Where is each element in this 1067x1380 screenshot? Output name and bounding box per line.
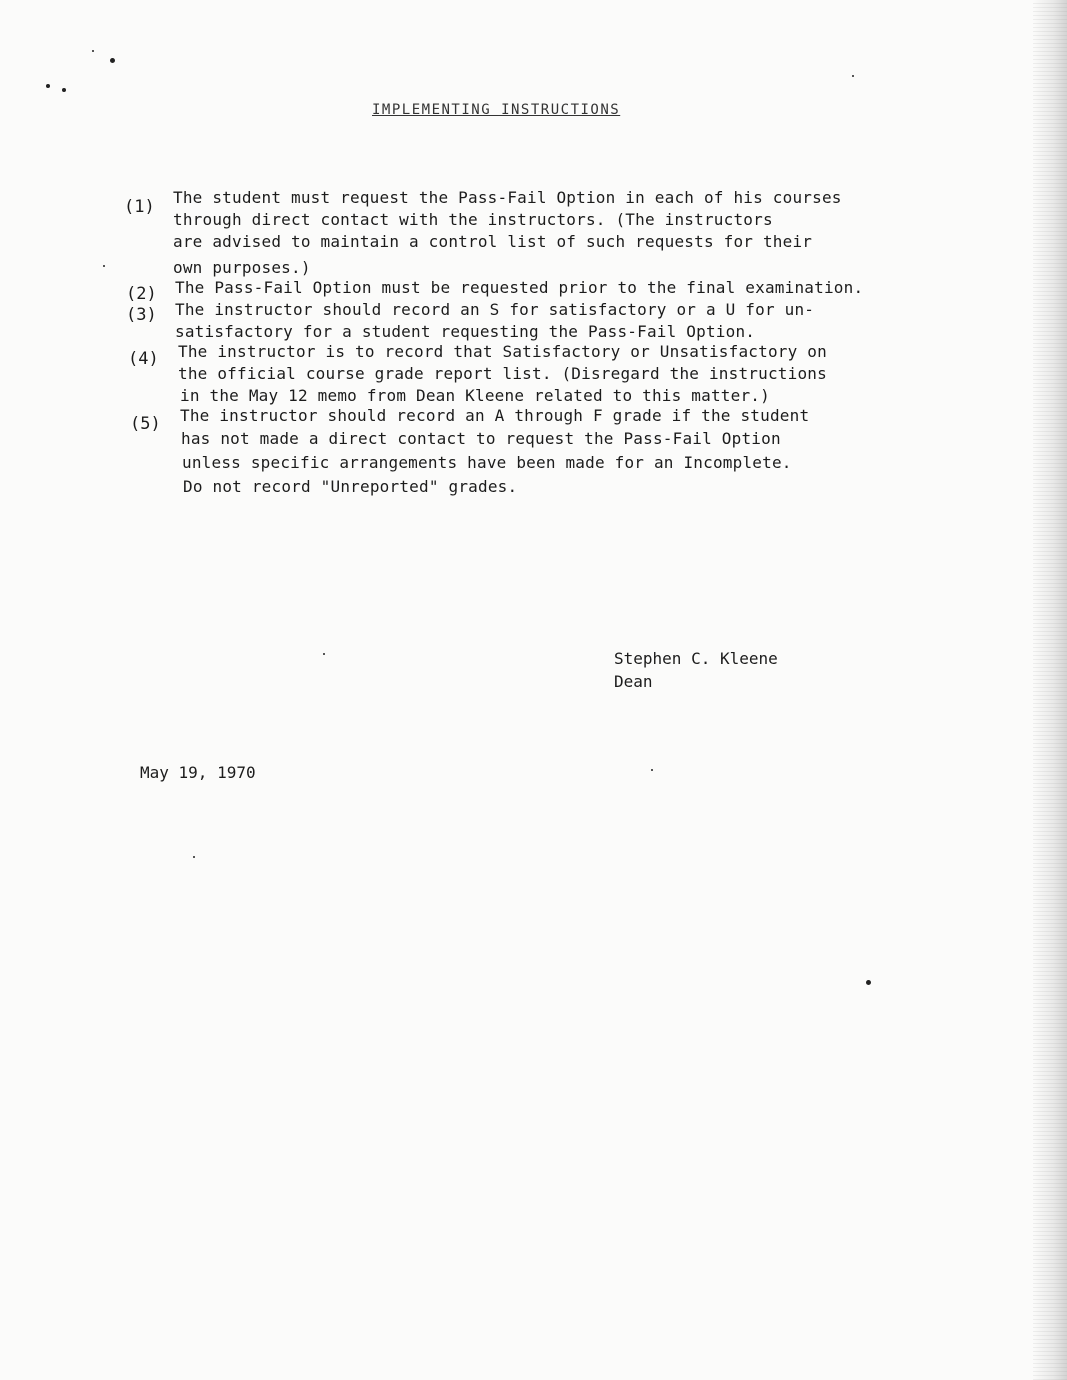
item-number: (2) <box>126 284 157 304</box>
item-line: unless specific arrangements have been made for an Incomplete. <box>182 453 792 472</box>
item-line: are advised to maintain a control list of such requests for their <box>173 232 813 251</box>
item-line: satisfactory for a student requesting the Pass-Fail Option. <box>175 322 756 341</box>
scan-speck <box>323 653 325 655</box>
item-number: (1) <box>124 197 155 217</box>
scan-edge-noise <box>1033 0 1067 1380</box>
signature-name: Stephen C. Kleene <box>614 649 778 668</box>
scan-speck <box>110 58 115 63</box>
item-line: through direct contact with the instructors. (The instructors <box>173 210 773 229</box>
scan-speck <box>193 856 195 858</box>
item-line: in the May 12 memo from Dean Kleene related to this matter.) <box>180 386 770 405</box>
item-line: The student must request the Pass-Fail Option in each of his courses <box>173 188 842 207</box>
document-date: May 19, 1970 <box>140 763 256 782</box>
scan-speck <box>651 769 653 771</box>
item-number: (5) <box>130 414 161 434</box>
scan-speck <box>103 265 105 267</box>
item-line: the official course grade report list. (Disregard the instructions <box>178 364 827 383</box>
item-line: The instructor is to record that Satisfactory or Unsatisfactory on <box>178 342 827 361</box>
document-title: IMPLEMENTING INSTRUCTIONS <box>372 102 621 118</box>
item-line: Do not record "Unreported" grades. <box>183 477 518 496</box>
item-number: (3) <box>126 305 157 325</box>
scan-speck <box>852 75 854 77</box>
scan-speck <box>92 50 94 52</box>
item-line: The instructor should record an S for satisfactory or a U for un- <box>175 300 815 319</box>
scan-speck <box>62 88 66 92</box>
scan-speck <box>46 84 50 88</box>
signature-role: Dean <box>614 672 653 691</box>
item-line: The Pass-Fail Option must be requested prior to the final examination. <box>175 278 864 297</box>
item-line: has not made a direct contact to request the Pass-Fail Option <box>181 429 781 448</box>
item-line: The instructor should record an A through F grade if the student <box>180 406 810 425</box>
scan-speck <box>866 980 871 985</box>
item-number: (4) <box>128 349 159 369</box>
item-line: own purposes.) <box>173 258 311 277</box>
